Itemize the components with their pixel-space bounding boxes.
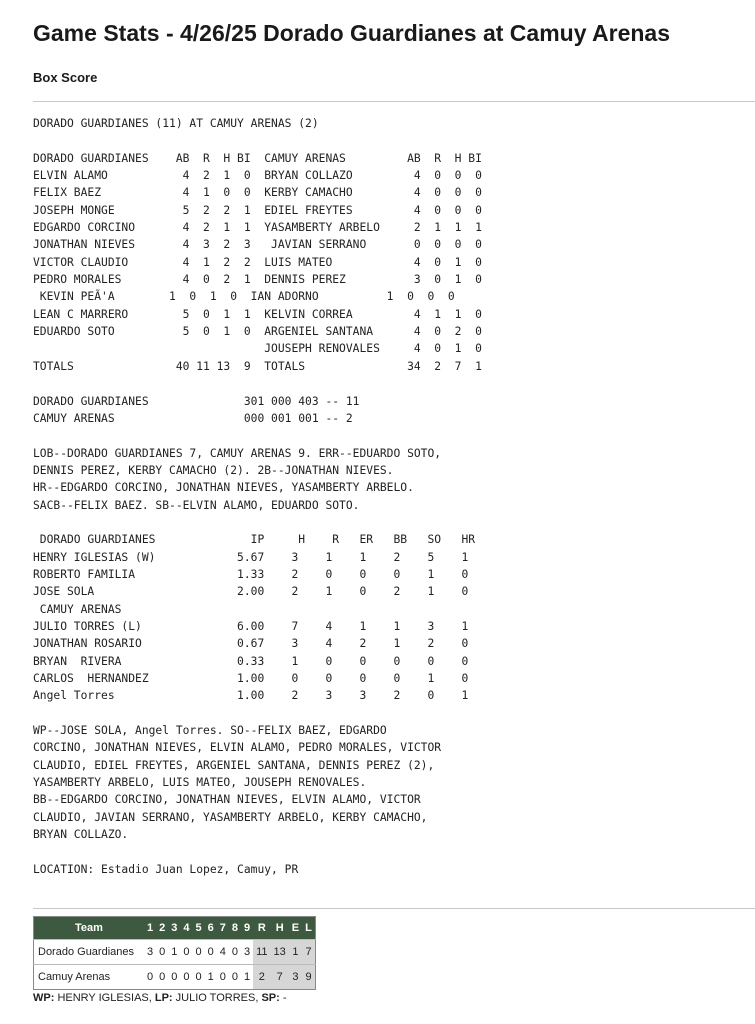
divider — [33, 908, 755, 909]
total-cell: 13 — [271, 940, 289, 965]
linescore-column-header: 1 — [144, 917, 156, 940]
box-score-line: BRYAN RIVERA 0.33 1 0 0 0 0 0 — [33, 654, 469, 668]
box-score-line: HENRY IGLESIAS (W) 5.67 3 1 1 2 5 1 — [33, 550, 469, 564]
box-score-line: DORADO GUARDIANES AB R H BI CAMUY ARENAS AB R H BI — [33, 151, 482, 165]
linescore-column-header: 8 — [229, 917, 241, 940]
inning-score: 0 — [168, 965, 180, 990]
inning-score: 0 — [205, 940, 217, 965]
wp-value: HENRY IGLESIAS, — [54, 992, 155, 1004]
inning-score: 0 — [180, 965, 192, 990]
linescore-team-header: Team — [34, 917, 145, 940]
box-score-text — [33, 115, 482, 878]
box-score-line: CLAUDIO, EDIEL FREYTES, ARGENIEL SANTANA, DENNIS PEREZ (2), — [33, 758, 435, 772]
inning-score: 0 — [180, 940, 192, 965]
box-score-line: VICTOR CLAUDIO 4 1 2 2 LUIS MATEO 4 0 1 0 — [33, 255, 482, 269]
linescore-column-header: L — [302, 917, 315, 940]
box-score-line: ROBERTO FAMILIA 1.33 2 0 0 0 1 0 — [33, 567, 469, 581]
inning-score: 0 — [193, 940, 205, 965]
total-cell: 1 — [289, 940, 302, 965]
inning-score: 0 — [217, 965, 229, 990]
total-cell: 9 — [302, 965, 315, 990]
box-score-line: LOB--DORADO GUARDIANES 7, CAMUY ARENAS 9. ERR--EDUARDO SOTO, — [33, 446, 442, 460]
total-cell: 11 — [253, 940, 270, 965]
box-score-line: LEAN C MARRERO 5 0 1 1 KELVIN CORREA 4 1 1 0 — [33, 307, 482, 321]
pitching-summary — [33, 992, 287, 1004]
box-score-line: DENNIS PEREZ, KERBY CAMACHO (2). 2B--JONATHAN NIEVES. — [33, 463, 394, 477]
box-score-line: WP--JOSE SOLA, Angel Torres. SO--FELIX BAEZ, EDGARDO — [33, 724, 387, 738]
box-score-line: YASAMBERTY ARBELO, LUIS MATEO, JOUSEPH RENOVALES. — [33, 776, 367, 790]
box-score-line: BB--EDGARDO CORCINO, JONATHAN NIEVES, ELVIN ALAMO, VICTOR — [33, 793, 421, 807]
linescore-row — [34, 940, 316, 965]
box-score-line: CORCINO, JONATHAN NIEVES, ELVIN ALAMO, PEDRO MORALES, VICTOR — [33, 741, 442, 755]
linescore-column-header: R — [253, 917, 270, 940]
linescore-table — [33, 916, 316, 990]
linescore-column-header: 9 — [241, 917, 253, 940]
inning-score: 1 — [241, 965, 253, 990]
box-score-line: ELVIN ALAMO 4 2 1 0 BRYAN COLLAZO 4 0 0 0 — [33, 169, 482, 183]
box-score-line: KEVIN PEÃ'A 1 0 1 0 IAN ADORNO 1 0 0 0 — [33, 290, 455, 304]
total-cell: 3 — [289, 965, 302, 990]
divider — [33, 101, 755, 102]
box-score-line: CAMUY ARENAS — [33, 602, 122, 616]
box-score-line: JOSE SOLA 2.00 2 1 0 2 1 0 — [33, 585, 469, 599]
inning-score: 0 — [156, 965, 168, 990]
box-score-line: PEDRO MORALES 4 0 2 1 DENNIS PEREZ 3 0 1 0 — [33, 273, 482, 287]
lp-value: JULIO TORRES, — [172, 992, 262, 1004]
linescore-team-name: Camuy Arenas — [34, 965, 145, 990]
linescore-column-header: 3 — [168, 917, 180, 940]
box-score-line: EDUARDO SOTO 5 0 1 0 ARGENIEL SANTANA 4 0 2 0 — [33, 325, 482, 339]
linescore-header-row — [34, 917, 316, 940]
inning-score: 0 — [156, 940, 168, 965]
box-score-line: DORADO GUARDIANES 301 000 403 -- 11 — [33, 394, 360, 408]
box-score-line: SACB--FELIX BAEZ. SB--ELVIN ALAMO, EDUARDO SOTO. — [33, 498, 360, 512]
box-score-line: Angel Torres 1.00 2 3 3 2 0 1 — [33, 689, 469, 703]
total-cell: 7 — [302, 940, 315, 965]
inning-score: 1 — [205, 965, 217, 990]
box-score-line: FELIX BAEZ 4 1 0 0 KERBY CAMACHO 4 0 0 0 — [33, 186, 482, 200]
linescore-row — [34, 965, 316, 990]
inning-score: 3 — [241, 940, 253, 965]
page-title: Game Stats - 4/26/25 Dorado Guardianes at Camuy Arenas — [33, 20, 671, 46]
inning-score: 4 — [217, 940, 229, 965]
box-score-line: DORADO GUARDIANES IP H R ER BB SO HR — [33, 533, 476, 547]
box-score-line: JOSEPH MONGE 5 2 2 1 EDIEL FREYTES 4 0 0 0 — [33, 203, 482, 217]
box-score-line: DORADO GUARDIANES (11) AT CAMUY ARENAS (2) — [33, 117, 319, 130]
linescore-column-header: H — [271, 917, 289, 940]
linescore-column-header: 5 — [193, 917, 205, 940]
box-score-heading: Box Score — [33, 70, 98, 85]
inning-score: 0 — [144, 965, 156, 990]
linescore-column-header: E — [289, 917, 302, 940]
box-score-line: TOTALS 40 11 13 9 TOTALS 34 2 7 1 — [33, 359, 482, 373]
box-score-line: HR--EDGARDO CORCINO, JONATHAN NIEVES, YASAMBERTY ARBELO. — [33, 481, 414, 495]
box-score-line: BRYAN COLLAZO. — [33, 828, 129, 842]
box-score-line: JONATHAN NIEVES 4 3 2 3 JAVIAN SERRANO 0 0 0 0 — [33, 238, 482, 252]
box-score-line: CAMUY ARENAS 000 001 001 -- 2 — [33, 411, 353, 425]
inning-score: 0 — [229, 965, 241, 990]
box-score-line: CLAUDIO, JAVIAN SERRANO, YASAMBERTY ARBELO, KERBY CAMACHO, — [33, 810, 428, 824]
linescore-column-header: 7 — [217, 917, 229, 940]
inning-score: 0 — [193, 965, 205, 990]
box-score-line: LOCATION: Estadio Juan Lopez, Camuy, PR — [33, 862, 299, 876]
box-score-line: JONATHAN ROSARIO 0.67 3 4 2 1 2 0 — [33, 637, 469, 651]
linescore-column-header: 2 — [156, 917, 168, 940]
sp-label: SP: — [261, 992, 280, 1004]
inning-score: 0 — [229, 940, 241, 965]
sp-value: - — [279, 992, 287, 1004]
linescore-column-header: 6 — [205, 917, 217, 940]
box-score-line: JULIO TORRES (L) 6.00 7 4 1 1 3 1 — [33, 619, 469, 633]
box-score-line: CARLOS HERNANDEZ 1.00 0 0 0 0 1 0 — [33, 672, 469, 685]
box-score-line: JOUSEPH RENOVALES 4 0 1 0 — [33, 342, 482, 356]
inning-score: 1 — [168, 940, 180, 965]
inning-score: 3 — [144, 940, 156, 965]
box-score-line: EDGARDO CORCINO 4 2 1 1 YASAMBERTY ARBELO 2 1 1 1 — [33, 221, 482, 235]
linescore-column-header: 4 — [180, 917, 192, 940]
total-cell: 7 — [271, 965, 289, 990]
wp-label: WP: — [33, 992, 55, 1004]
linescore-team-name: Dorado Guardianes — [34, 940, 145, 965]
total-cell: 2 — [253, 965, 270, 990]
lp-label: LP: — [154, 992, 173, 1004]
